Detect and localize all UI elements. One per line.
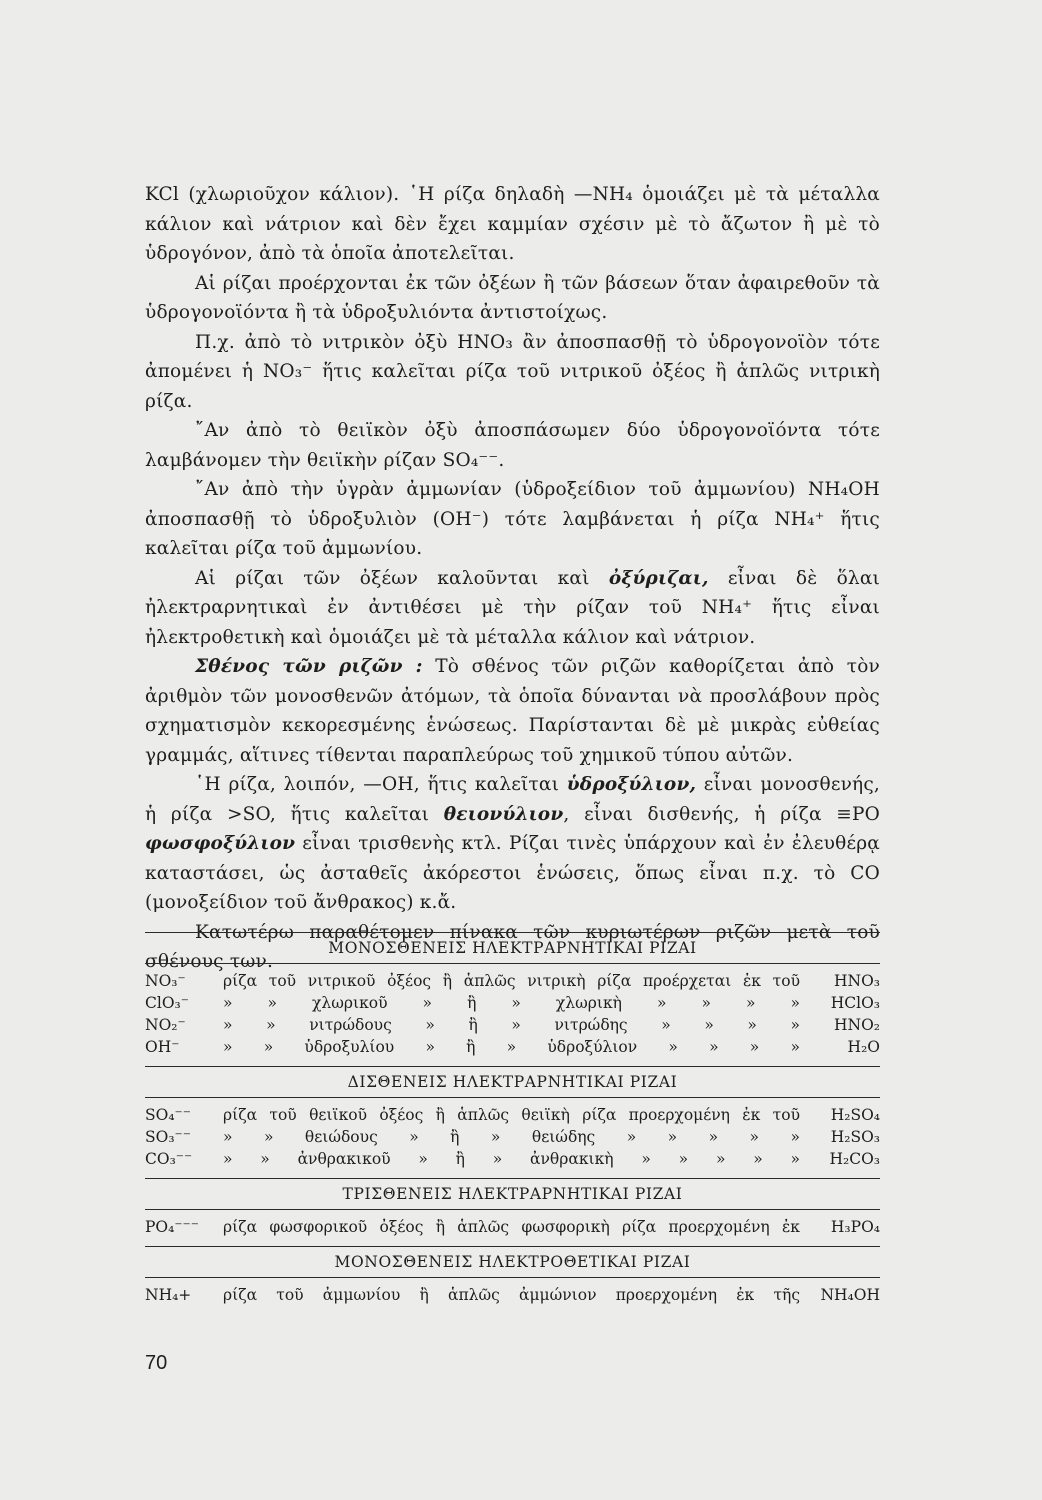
- ion-description: ρίζα φωσφορικοῦ ὀξέος ἢ ἁπλῶς φωσφορικὴ ρίζα προερχομένη ἐκ: [223, 1218, 800, 1236]
- table-row: [145, 1036, 880, 1058]
- table-body: [145, 964, 880, 1062]
- source-compound: HNO₃: [833, 972, 880, 990]
- ion-formula: OH⁻: [145, 1038, 180, 1056]
- ion-description: » » ἀνθρακικοῦ » ἢ » ἀνθρακικὴ » » » » »: [223, 1150, 800, 1168]
- source-compound: H₂CO₃: [829, 1150, 880, 1168]
- table-row: [145, 1216, 880, 1238]
- term-oxyrizai: ὀξύριζαι,: [608, 567, 709, 589]
- ion-description: » » ὑδροξυλίου » ἢ » ὑδροξύλιον » » » »: [223, 1038, 800, 1056]
- ion-description: ρίζα τοῦ νιτρικοῦ ὀξέος ἢ ἁπλῶς νιτρικὴ ρίζα προέρχεται ἐκ τοῦ: [223, 972, 800, 990]
- ion-formula: PO₄⁻⁻⁻: [145, 1218, 199, 1236]
- ion-formula: SO₃⁻⁻: [145, 1128, 191, 1146]
- table-row: [145, 992, 880, 1014]
- source-compound: H₂SO₄: [830, 1106, 880, 1124]
- ion-formula: NO₃⁻: [145, 972, 186, 990]
- table-row: [145, 1104, 880, 1126]
- table-heading: ΤΡΙΣΘΕΝΕΙΣ ΗΛΕΚΤΡΑΡΝΗΤΙΚΑΙ ΡΙΖΑΙ: [145, 1178, 880, 1210]
- paragraph-text: Κατωτέρω παραθέτομεν πίνακα τῶν κυριωτέρων ριζῶν μετὰ τοῦ σθένους των.: [145, 921, 880, 972]
- source-compound: HClO₃: [830, 994, 880, 1012]
- ion-description: ρίζα τοῦ θειϊκοῦ ὀξέος ἢ ἁπλῶς θειϊκὴ ρίζα προερχομένη ἐκ τοῦ: [223, 1106, 800, 1124]
- paragraph-text: ῎Αν ἀπὸ τὸ θειϊκὸν ὀξὺ ἀποσπάσωμεν δύο ὑδρογονοϊόντα τότε λαμβάνομεν τὴν θειϊκὴν ρίζαν SO₄⁻⁻.: [145, 420, 880, 471]
- paragraph: [145, 770, 880, 918]
- page-number: 70: [145, 1352, 168, 1374]
- table-row: [145, 1014, 880, 1036]
- ion-formula: CO₃⁻⁻: [145, 1150, 193, 1168]
- paragraph-text: KCl (χλωριοῦχον κάλιον). ῾Η ρίζα δηλαδὴ —NH₄ ὁμοιάζει μὲ τὰ μέταλλα κάλιον καὶ νάτριον καὶ δὲν ἔχει καμμίαν σχέσιν μὲ τὸ ἄζωτον ἢ μὲ τὸ ὑδρογόνον, ἀπὸ τὰ ὁποῖα ἀποτελεῖται.: [145, 184, 880, 264]
- paragraph: [145, 652, 880, 770]
- ion-formula: SO₄⁻⁻: [145, 1106, 191, 1124]
- table-heading: ΜΟΝΟΣΘΕΝΕΙΣ ΗΛΕΚΤΡΟΘΕΤΙΚΑΙ ΡΙΖΑΙ: [145, 1246, 880, 1278]
- paragraph-text: Αἱ ρίζαι τῶν ὀξέων καλοῦνται καὶ: [195, 567, 609, 589]
- term-hydroxylion: ὑδροξύλιον,: [566, 774, 697, 795]
- section-heading-valence: Σθένος τῶν ριζῶν :: [195, 656, 423, 677]
- paragraph-text: ῎Αν ἀπὸ τὴν ὑγρὰν ἀμμωνίαν (ὑδροξείδιον τοῦ ἀμμωνίου) NH₄OH ἀποσπασθῇ τὸ ὑδροξυλιὸν (OH⁻) τότε λαμβάνεται ἡ ρίζα NH₄⁺ ἥτις καλεῖται ρίζα τοῦ ἀμμωνίου.: [145, 479, 880, 559]
- paragraph: [145, 328, 880, 417]
- table-body: [145, 1210, 880, 1242]
- term-theionylion: θειονύλιον: [443, 803, 564, 825]
- body-text: [145, 180, 880, 977]
- source-compound: NH₄OH: [820, 1286, 880, 1304]
- paragraph-text: Αἱ ρίζαι προέρχονται ἐκ τῶν ὀξέων ἢ τῶν βάσεων ὅταν ἀφαιρεθοῦν τὰ ὑδρογονοϊόντα ἢ τὰ ὑδροξυλιόντα ἀντιστοίχως.: [145, 272, 880, 323]
- term-phosphoxylion: φωσφοξύλιον: [145, 833, 296, 854]
- paragraph: [145, 564, 880, 653]
- source-compound: HNO₂: [833, 1016, 880, 1034]
- ion-description: » » θειώδους » ἢ » θειώδης » » » » »: [223, 1128, 800, 1146]
- ion-formula: NH₄+: [145, 1286, 192, 1304]
- ion-formula: ClO₃⁻: [145, 994, 189, 1012]
- radicals-table: [145, 932, 880, 1310]
- ion-description: ρίζα τοῦ ἀμμωνίου ἢ ἁπλῶς ἀμμώνιον προερχομένη ἐκ τῆς: [223, 1286, 800, 1304]
- paragraph-text: εἶναι δὲ ὅλαι ἠλεκτραρνητικαὶ ἐν ἀντιθέσει μὲ τὴν ρίζαν τοῦ NH₄⁺ ἥτις εἶναι ἠλεκτροθετικὴ καὶ ὁμοιάζει μὲ τὰ μέταλλα κάλιον καὶ νάτριον.: [145, 567, 880, 648]
- paragraph: [145, 475, 880, 564]
- paragraph: [145, 180, 880, 269]
- paragraph: [145, 416, 880, 475]
- source-compound: H₂O: [847, 1038, 880, 1056]
- table-row: [145, 1126, 880, 1148]
- table-row: [145, 970, 880, 992]
- paragraph-text: ῾Η ρίζα, λοιπόν, —OH, ἥτις καλεῖται: [195, 774, 567, 795]
- table-body: [145, 1098, 880, 1174]
- table-heading: ΜΟΝΟΣΘΕΝΕΙΣ ΗΛΕΚΤΡΑΡΝΗΤΙΚΑΙ ΡΙΖΑΙ: [145, 932, 880, 964]
- paragraph-text: εἶναι μονοσθενής, ἡ ρίζα >SO, ἥτις καλεῖται: [145, 774, 880, 825]
- ion-formula: NO₂⁻: [145, 1016, 186, 1034]
- table-row: [145, 1284, 880, 1306]
- source-compound: H₃PO₄: [830, 1218, 880, 1236]
- paragraph-text: εἶναι τρισθενὴς κτλ. Ρίζαι τινὲς ὑπάρχουν καὶ ἐν ἐλευθέρᾳ καταστάσει, ὡς ἀσταθεῖς ἀκόρεστοι ἑνώσεις, ὅπως εἶναι π.χ. τὸ CO (μονοξείδιον τοῦ ἄνθρακος) κ.ἄ.: [145, 833, 880, 913]
- ion-description: » » χλωρικοῦ » ἢ » χλωρικὴ » » » »: [223, 994, 800, 1012]
- paragraph-text: Τὸ σθένος τῶν ριζῶν καθορίζεται ἀπὸ τὸν ἀριθμὸν τῶν μονοσθενῶν ἀτόμων, τὰ ὁποῖα δύνανται νὰ προσλάβουν πρὸς σχηματισμὸν κεκορεσμένης ἑνώσεως. Παρίστανται δὲ μὲ μικρὰς εὐθείας γραμμάς, αἵτινες τίθενται παραπλεύρως τοῦ χημικοῦ τύπου αὐτῶν.: [145, 656, 880, 766]
- paragraph-text: Π.χ. ἀπὸ τὸ νιτρικὸν ὀξὺ HNO₃ ἂν ἀποσπασθῇ τὸ ὑδρογονοϊὸν τότε ἀπομένει ἡ NO₃⁻ ἥτις καλεῖται ρίζα τοῦ νιτρικοῦ ὀξέος ἢ ἁπλῶς νιτρικὴ ρίζα.: [145, 331, 880, 412]
- paragraph-text: , εἶναι δισθενής, ἡ ρίζα ≡PO: [563, 803, 880, 825]
- paragraph: [145, 269, 880, 328]
- ion-description: » » νιτρώδους » ἢ » νιτρώδης » » » »: [223, 1016, 800, 1034]
- table-body: [145, 1278, 880, 1310]
- source-compound: H₂SO₃: [830, 1128, 880, 1146]
- table-heading: ΔΙΣΘΕΝΕΙΣ ΗΛΕΚΤΡΑΡΝΗΤΙΚΑΙ ΡΙΖΑΙ: [145, 1066, 880, 1098]
- table-row: [145, 1148, 880, 1170]
